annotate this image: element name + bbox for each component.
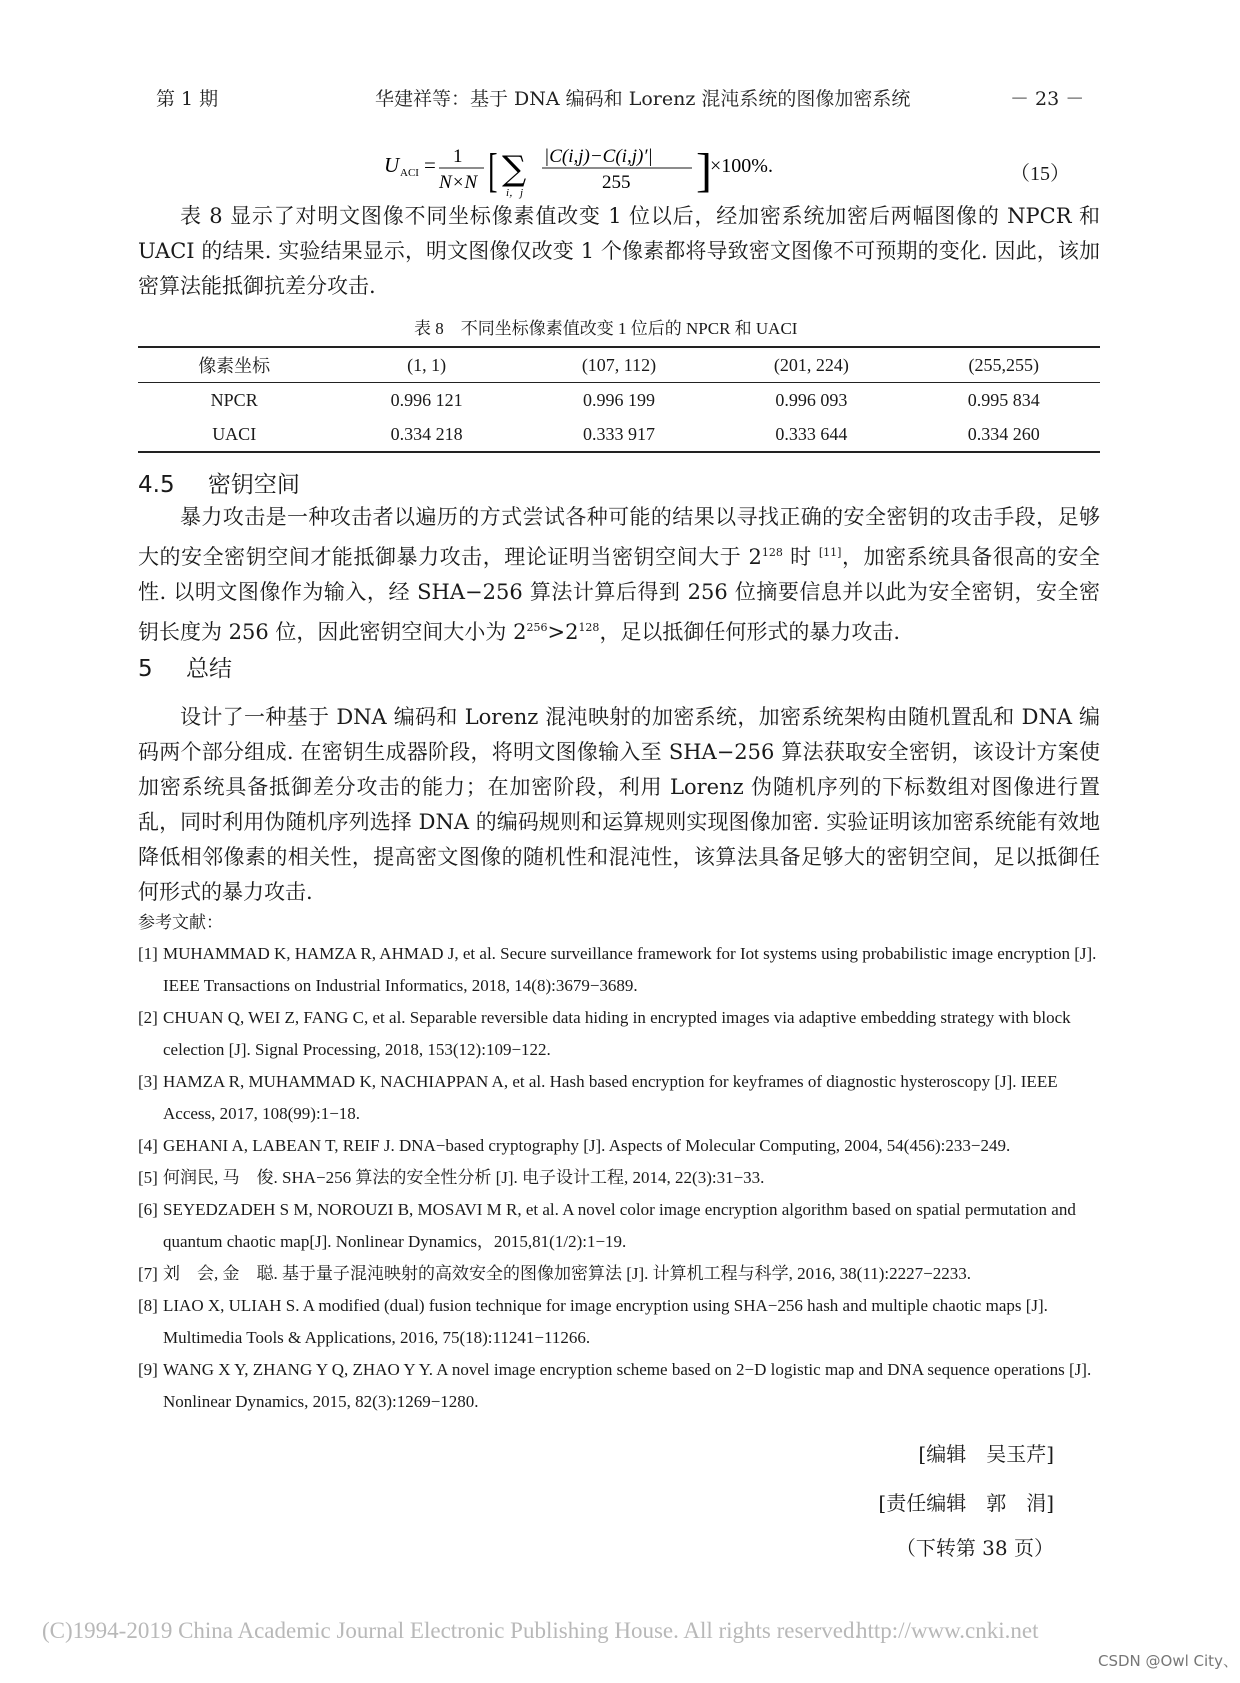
section-45-body: [138, 500, 1100, 650]
formula-left-bracket: [: [488, 143, 498, 197]
section-5-number: 5: [138, 656, 153, 682]
formula-frac-den: N×N: [439, 172, 478, 193]
section-5-heading: [138, 650, 232, 683]
section-45-title: 密钥空间: [207, 472, 300, 498]
section-45-text-c: ，加密系统具备很高的安全性. 以明文图像作为输入，经 SHA−256 算法计算后得到 256 位摘要信息并以此为安全密钥，安全密钥长度为 256 位，因此密钥空间大小为 2: [138, 545, 1100, 644]
list-item: [138, 938, 1100, 1002]
reference-number: [1]: [138, 944, 158, 963]
list-item: [138, 1258, 1100, 1290]
table8-cell: NPCR: [210, 389, 258, 410]
table8-header-cell: (107, 112): [581, 354, 657, 375]
table8-header-row: [138, 347, 1100, 383]
formula-number: （15）: [1010, 163, 1070, 185]
responsible-editor-credit: [责任编辑 郭 涓]: [878, 1491, 1054, 1515]
table8-header-cell: (201, 224): [773, 354, 849, 375]
list-item: [138, 1290, 1100, 1354]
references-list: [138, 938, 1100, 1418]
section-5-title: 总结: [185, 656, 232, 682]
formula-tail: ×100%.: [710, 155, 773, 177]
reference-number: [6]: [138, 1200, 158, 1219]
section-5-body: [138, 700, 1100, 910]
reference-text: 何润民, 马 俊. SHA−256 算法的安全性分析 [J]. 电子设计工程, 2014, 22(3):31−33.: [163, 1168, 765, 1187]
section-45-number: 4.5: [138, 472, 175, 498]
table8-cell: 0.996 121: [390, 389, 463, 410]
list-item: [138, 1002, 1100, 1066]
table8-cell: 0.996 199: [582, 389, 655, 410]
citation-11: [11]: [818, 546, 842, 559]
formula-inner-den: 255: [602, 172, 631, 193]
header-title: 华建祥等：基于 DNA 编码和 Lorenz 混沌系统的图像加密系统: [375, 88, 911, 110]
section-45-heading: [138, 466, 300, 499]
section-45-text: [138, 500, 1100, 650]
table8-header-cell: (255,255): [968, 354, 1040, 375]
formula-sum-sub: i，j: [506, 187, 524, 199]
paragraph-table8: [138, 199, 1100, 304]
reference-text: MUHAMMAD K, HAMZA R, AHMAD J, et al. Secure surveillance framework for Iot systems using probabilistic image encryption [J]. IEEE Transactions on Industrial Informatics, 2018, 14(8):3679−3689.: [163, 944, 1097, 995]
reference-text: CHUAN Q, WEI Z, FANG C, et al. Separable reversible data hiding in encrypted images via adaptive embedding strategy with block celection [J]. Signal Processing, 2018, 153(12):109−122.: [163, 1008, 1071, 1059]
formula-inner-num: |C(i,j)−C(i,j)′|: [544, 146, 653, 167]
section-45-text-e: ，足以抵御任何形式的暴力攻击.: [599, 620, 901, 644]
list-item: [138, 1354, 1100, 1418]
section-5-text: 设计了一种基于 DNA 编码和 Lorenz 混沌映射的加密系统，加密系统架构由随机置乱和 DNA 编码两个部分组成. 在密钥生成器阶段，将明文图像输入至 SHA−256 算法获取安全密钥，该设计方案使加密系统具备抵御差分攻击的能力；在加密阶段，利用 Lorenz 伪随机序列的下标数组对图像进行置乱，同时利用伪随机序列选择 DNA 的编码规则和运算规则实现图像加密. 实验证明该加密系统能有效地降低相邻像素的相关性，提高密文图像的随机性和混沌性，该算法具备足够大的密钥空间，足以抵御任何形式的暴力攻击.: [138, 705, 1100, 904]
editor-credit: [编辑 吴玉芹]: [918, 1442, 1054, 1466]
reference-number: [8]: [138, 1296, 158, 1315]
section-45-sup-a: 128: [761, 546, 783, 559]
footer-copyright: (C)1994-2019 China Academic Journal Electronic Publishing House. All rights reserved.: [42, 1618, 861, 1643]
reference-number: [7]: [138, 1264, 158, 1283]
table8-cell: 0.996 093: [775, 389, 848, 410]
reference-text: WANG X Y, ZHANG Y Q, ZHAO Y Y. A novel image encryption scheme based on 2−D logistic map and DNA sequence operations [J]. Nonlinear Dynamics, 2015, 82(3):1269−1280.: [163, 1360, 1092, 1411]
formula-15-svg: [384, 140, 804, 200]
table8-cell: 0.334 260: [967, 423, 1040, 444]
table8-cell: UACI: [212, 423, 257, 444]
formula-lhs: U: [384, 153, 400, 177]
table8-caption: 表 8 不同坐标像素值改变 1 位后的 NPCR 和 UACI: [414, 319, 798, 338]
list-item: [138, 1194, 1100, 1258]
reference-number: [4]: [138, 1136, 158, 1155]
table8-header-cell: (1, 1): [407, 354, 447, 375]
table8-cell: 0.333 917: [582, 423, 655, 444]
section-45-sup-b: 256: [526, 621, 548, 634]
formula-lhs-sub: ACI: [400, 167, 419, 179]
reference-number: [3]: [138, 1072, 158, 1091]
section-45-text-d: >2: [547, 620, 579, 644]
formula-sum: ∑: [502, 149, 527, 189]
reference-number: [2]: [138, 1008, 158, 1027]
footer-url: http://www.cnki.net: [856, 1618, 1039, 1643]
csdn-watermark: CSDN @Owl City、: [1098, 1652, 1238, 1670]
formula-frac-num: 1: [453, 146, 463, 167]
reference-text: GEHANI A, LABEAN T, REIF J. DNA−based cryptography [J]. Aspects of Molecular Computing, 2004, 54(456):233−249.: [163, 1136, 1011, 1155]
references-title: 参考文献：: [138, 913, 223, 933]
list-item: [138, 1162, 1100, 1194]
section-45-text-b: 时: [782, 545, 819, 569]
table-row: [138, 383, 1100, 418]
paragraph-table8-text: 表 8 显示了对明文图像不同坐标像素值改变 1 位以后，经加密系统加密后两幅图像的 NPCR 和 UACI 的结果. 实验结果显示，明文图像仅改变 1 个像素都将导致密文图像不可预期的变化. 因此，该加密算法能抵御抗差分攻击.: [138, 204, 1100, 298]
section-45-sup-c: 128: [578, 621, 600, 634]
header-page: － 23 －: [1010, 88, 1085, 110]
table-row: [138, 417, 1100, 452]
reference-text: 刘 会, 金 聪. 基于量子混沌映射的高效安全的图像加密算法 [J]. 计算机工程与科学, 2016, 38(11):2227−2233.: [163, 1264, 971, 1283]
section-45-text-a: 暴力攻击是一种攻击者以遍历的方式尝试各种可能的结果以寻找正确的安全密钥的攻击手段，足够大的安全密钥空间才能抵御暴力攻击，理论证明当密钥空间大于 2: [138, 505, 1100, 569]
reference-number: [9]: [138, 1360, 158, 1379]
header-issue: 第 1 期: [156, 88, 219, 110]
table8-cell: 0.995 834: [967, 389, 1040, 410]
table8: [138, 346, 1100, 453]
formula-eq: =: [424, 153, 436, 177]
formula-right-bracket: ]: [696, 144, 712, 197]
table8-cell: 0.333 644: [775, 423, 848, 444]
table8-cell: 0.334 218: [390, 423, 463, 444]
reference-text: SEYEDZADEH S M, NOROUZI B, MOSAVI M R, et al. A novel color image encryption algorithm based on spatial permutation and quantum chaotic map[J]. Nonlinear Dynamics，2015,81(1/2):1−19.: [163, 1200, 1076, 1251]
continued-note: （下转第 38 页）: [895, 1536, 1054, 1560]
table8-header-cell: 像素坐标: [198, 356, 271, 376]
list-item: [138, 1066, 1100, 1130]
reference-number: [5]: [138, 1168, 158, 1187]
reference-text: LIAO X, ULIAH S. A modified (dual) fusion technique for image encryption using SHA−256 hash and multiple chaotic maps [J]. Multimedia Tools & Applications, 2016, 75(18):11241−11266.: [163, 1296, 1048, 1347]
reference-text: HAMZA R, MUHAMMAD K, NACHIAPPAN A, et al. Hash based encryption for keyframes of diagnostic hysteroscopy [J]. IEEE Access, 2017, 108(99):1−18.: [163, 1072, 1058, 1123]
list-item: [138, 1130, 1100, 1162]
